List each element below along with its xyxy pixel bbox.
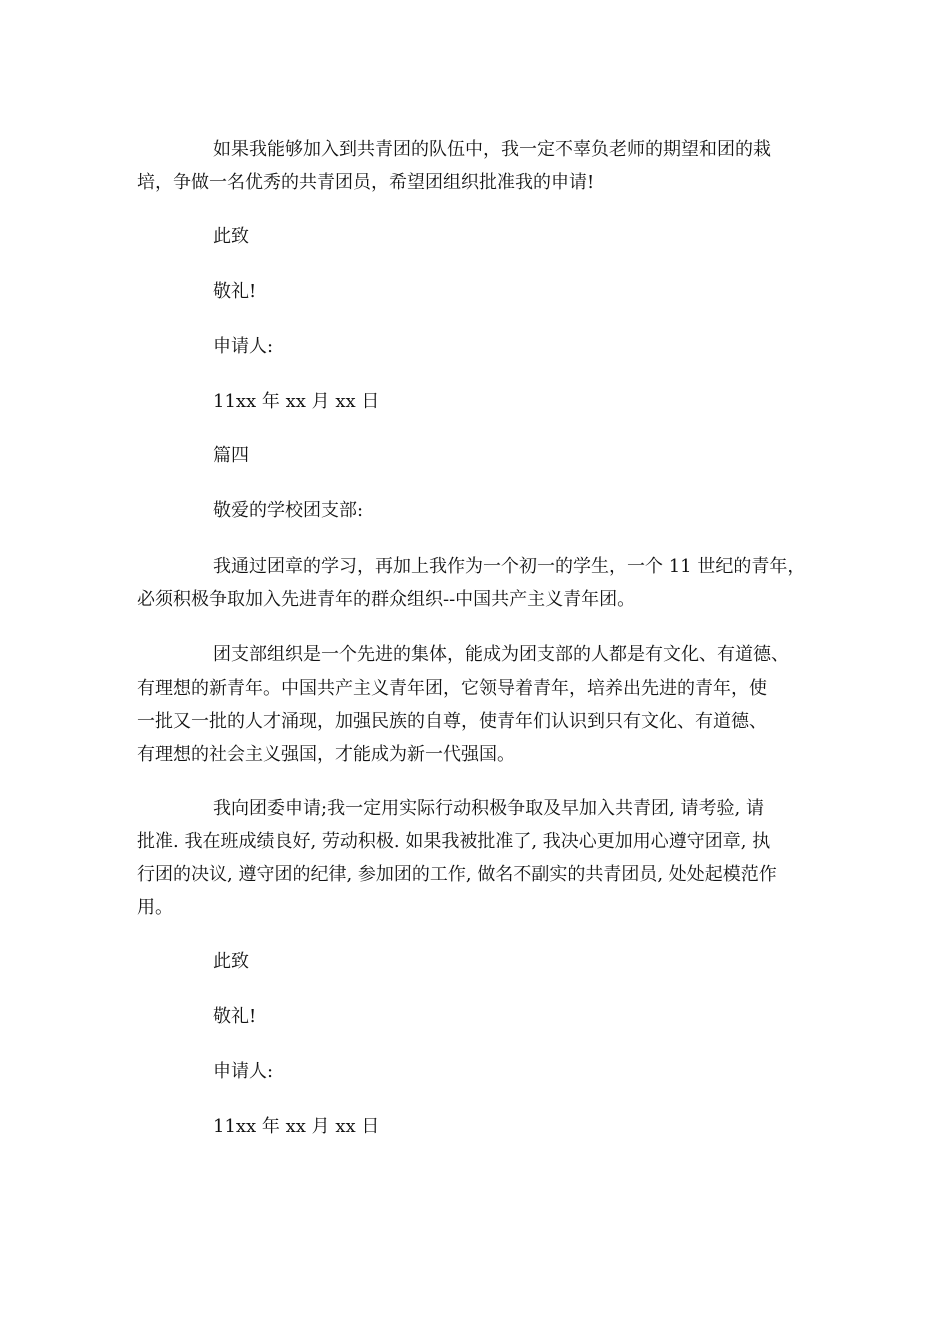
date-line-2: 11xx 年 xx 月 xx 日 bbox=[213, 1116, 380, 1137]
closing-jingli: 敬礼! bbox=[213, 281, 257, 302]
paragraph-3-line-3: 行团的决议, 遵守团的纪律, 参加团的工作, 做名不副实的共青团员, 处处起模范作 bbox=[137, 864, 777, 885]
paragraph-3-line-4: 用。 bbox=[137, 897, 173, 918]
join-paragraph-line-1: 如果我能够加入到共青团的队伍中，我一定不辜负老师的期望和团的栽 bbox=[213, 139, 771, 160]
paragraph-2-line-3: 一批又一批的人才涌现，加强民族的自尊，使青年们认识到只有文化、有道德、 bbox=[137, 711, 767, 732]
date-line: 11xx 年 xx 月 xx 日 bbox=[213, 391, 380, 412]
paragraph-1-line-1: 我通过团章的学习，再加上我作为一个初一的学生，一个 11 世纪的青年， bbox=[213, 556, 806, 577]
paragraph-2-line-2: 有理想的新青年。中国共产主义青年团，它领导着青年，培养出先进的青年，使 bbox=[137, 678, 767, 699]
paragraph-1-line-2: 必须积极争取加入先进青年的群众组织--中国共产主义青年团。 bbox=[137, 589, 636, 610]
paragraph-3-line-1: 我向团委申请;我一定用实际行动积极争取及早加入共青团, 请考验, 请 bbox=[213, 798, 764, 819]
closing-jingli-2: 敬礼! bbox=[213, 1006, 257, 1027]
paragraph-2-line-1: 团支部组织是一个先进的集体，能成为团支部的人都是有文化、有道德、 bbox=[213, 644, 789, 665]
applicant-label-2: 申请人: bbox=[213, 1061, 274, 1082]
closing-cizhi-2: 此致 bbox=[213, 951, 249, 972]
join-paragraph-line-2: 培，争做一名优秀的共青团员，希望团组织批准我的申请! bbox=[137, 172, 595, 193]
applicant-label: 申请人: bbox=[213, 336, 274, 357]
section-title: 篇四 bbox=[213, 445, 249, 466]
closing-cizhi: 此致 bbox=[213, 226, 249, 247]
salutation: 敬爱的学校团支部: bbox=[213, 500, 364, 521]
paragraph-2-line-4: 有理想的社会主义强国，才能成为新一代强国。 bbox=[137, 744, 515, 765]
paragraph-3-line-2: 批准. 我在班成绩良好, 劳动积极. 如果我被批准了, 我决心更加用心遵守团章, 执 bbox=[137, 831, 771, 852]
